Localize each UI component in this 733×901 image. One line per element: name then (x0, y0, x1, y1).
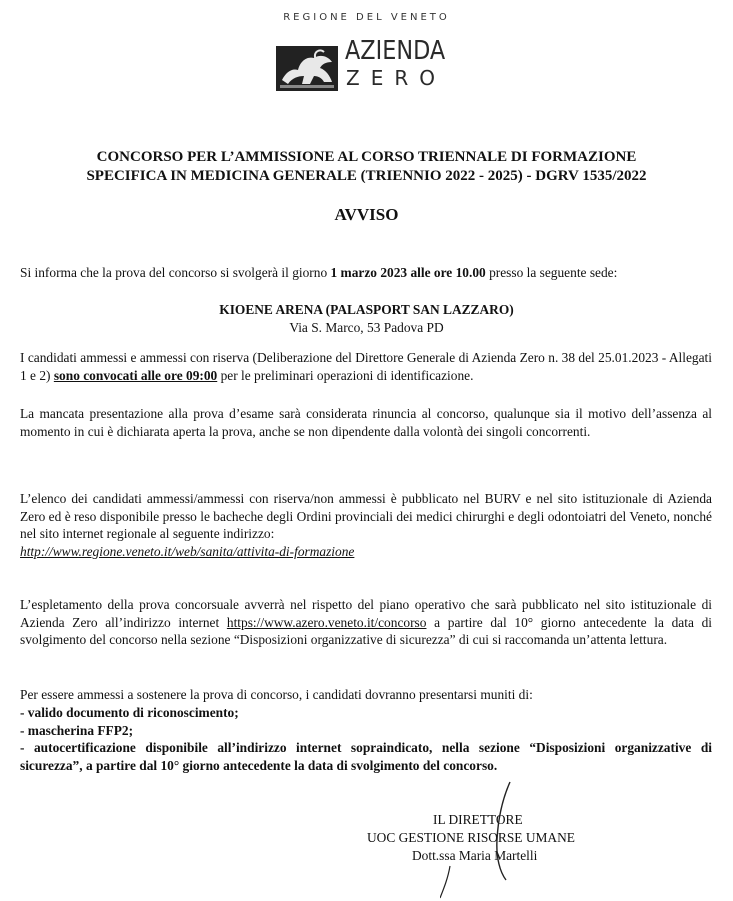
paragraph-convocation (20, 349, 712, 384)
convocation-suffix: per le preliminari operazioni di identificazione. (217, 367, 474, 383)
list-item: - mascherina FFP2; (20, 722, 134, 738)
candidate-list-text: L’elenco dei candidati ammessi/ammessi con riserva/non ammessi è pubblicato nel BURV e nel sito istituzionale di Azienda Zero ed è reso disponibile presso le bacheche degli Ordini provinciali dei medici chirurghi e degli odontoiatri del Veneto, nonché nel sito internet regionale al seguente indirizzo: (20, 491, 712, 541)
operational-plan-suffix: a partire dal 10° giorno antecedente la data di svolgimento del concorso nella sezione “Disposizioni organizzative di sicurezza” di cui si raccomanda un’attenta lettura. (20, 614, 712, 647)
venue-address: Via S. Marco, 53 Padova PD (289, 320, 444, 335)
paragraph-operational-plan (20, 596, 712, 649)
lion-emblem-icon (276, 46, 338, 91)
notice-heading: AVVISO (334, 205, 399, 224)
convocation-intro: I candidati ammessi e ammessi con riserva (Deliberazione del Direttore Generale di Azienda Zero n. 38 del 25.01.2023 - Allegati 1 e 2) (20, 350, 712, 383)
signature-title: IL DIRETTORE (433, 812, 523, 827)
document-title-line1: CONCORSO PER L’AMMISSIONE AL CORSO TRIENNALE DI FORMAZIONE (96, 149, 637, 165)
signature-department: UOC GESTIONE RISORSE UMANE (367, 830, 575, 845)
logo-wordmark-azienda: AZIENDA (345, 36, 446, 66)
venue-name: KIOENE ARENA (PALASPORT SAN LAZZARO) (219, 302, 514, 317)
requirements-list (20, 704, 712, 774)
region-label: REGIONE DEL VENETO (283, 12, 450, 23)
exam-date-time: 1 marzo 2023 alle ore 10.00 (330, 265, 486, 280)
paragraph-exam-date (20, 264, 712, 282)
regione-veneto-link[interactable]: http://www.regione.veneto.it/web/sanita/attivita-di-formazione (20, 543, 355, 559)
document-title-line2: SPECIFICA IN MEDICINA GENERALE (TRIENNIO 2022 - 2025) - DGRV 1535/2022 (86, 168, 647, 184)
convocation-time: sono convocati alle ore 09:00 (53, 367, 218, 383)
handwritten-signature (440, 780, 560, 901)
azero-concorso-link[interactable]: https://www.azero.veneto.it/concorso (226, 614, 427, 630)
signature-name: Dott.ssa Maria Martelli (412, 848, 538, 863)
list-item: - autocertificazione disponibile all’indirizzo internet sopraindicato, nella sezione “Disposizioni organizzative di sicurezza”, a partire dal 10° giorno antecedente la data di svolgimento del concorso. (20, 740, 712, 773)
paragraph-candidate-list (20, 490, 712, 560)
requirements-intro: Per essere ammessi a sostenere la prova di concorso, i candidati dovranno presentarsi muniti di: (20, 687, 533, 702)
logo-wordmark-zero: ZERO (346, 66, 446, 90)
operational-plan-intro: L’espletamento della prova concorsuale avverrà nel rispetto del piano operativo che sarà pubblicato nel sito istituzionale di Azienda Zero all’indirizzo internet (20, 597, 712, 630)
paragraph-absence: La mancata presentazione alla prova d’esame sarà considerata rinuncia al concorso, qualunque sia il motivo dell’assenza al momento in cui è dichiarata aperta la prova, anche se non dipendente dalla volontà dei singoli concorrenti. (20, 406, 712, 439)
exam-date-intro: Si informa che la prova del concorso si svolgerà il giorno (20, 265, 331, 280)
exam-date-suffix: presso la seguente sede: (485, 265, 618, 280)
list-item: - valido documento di riconoscimento; (20, 705, 239, 720)
